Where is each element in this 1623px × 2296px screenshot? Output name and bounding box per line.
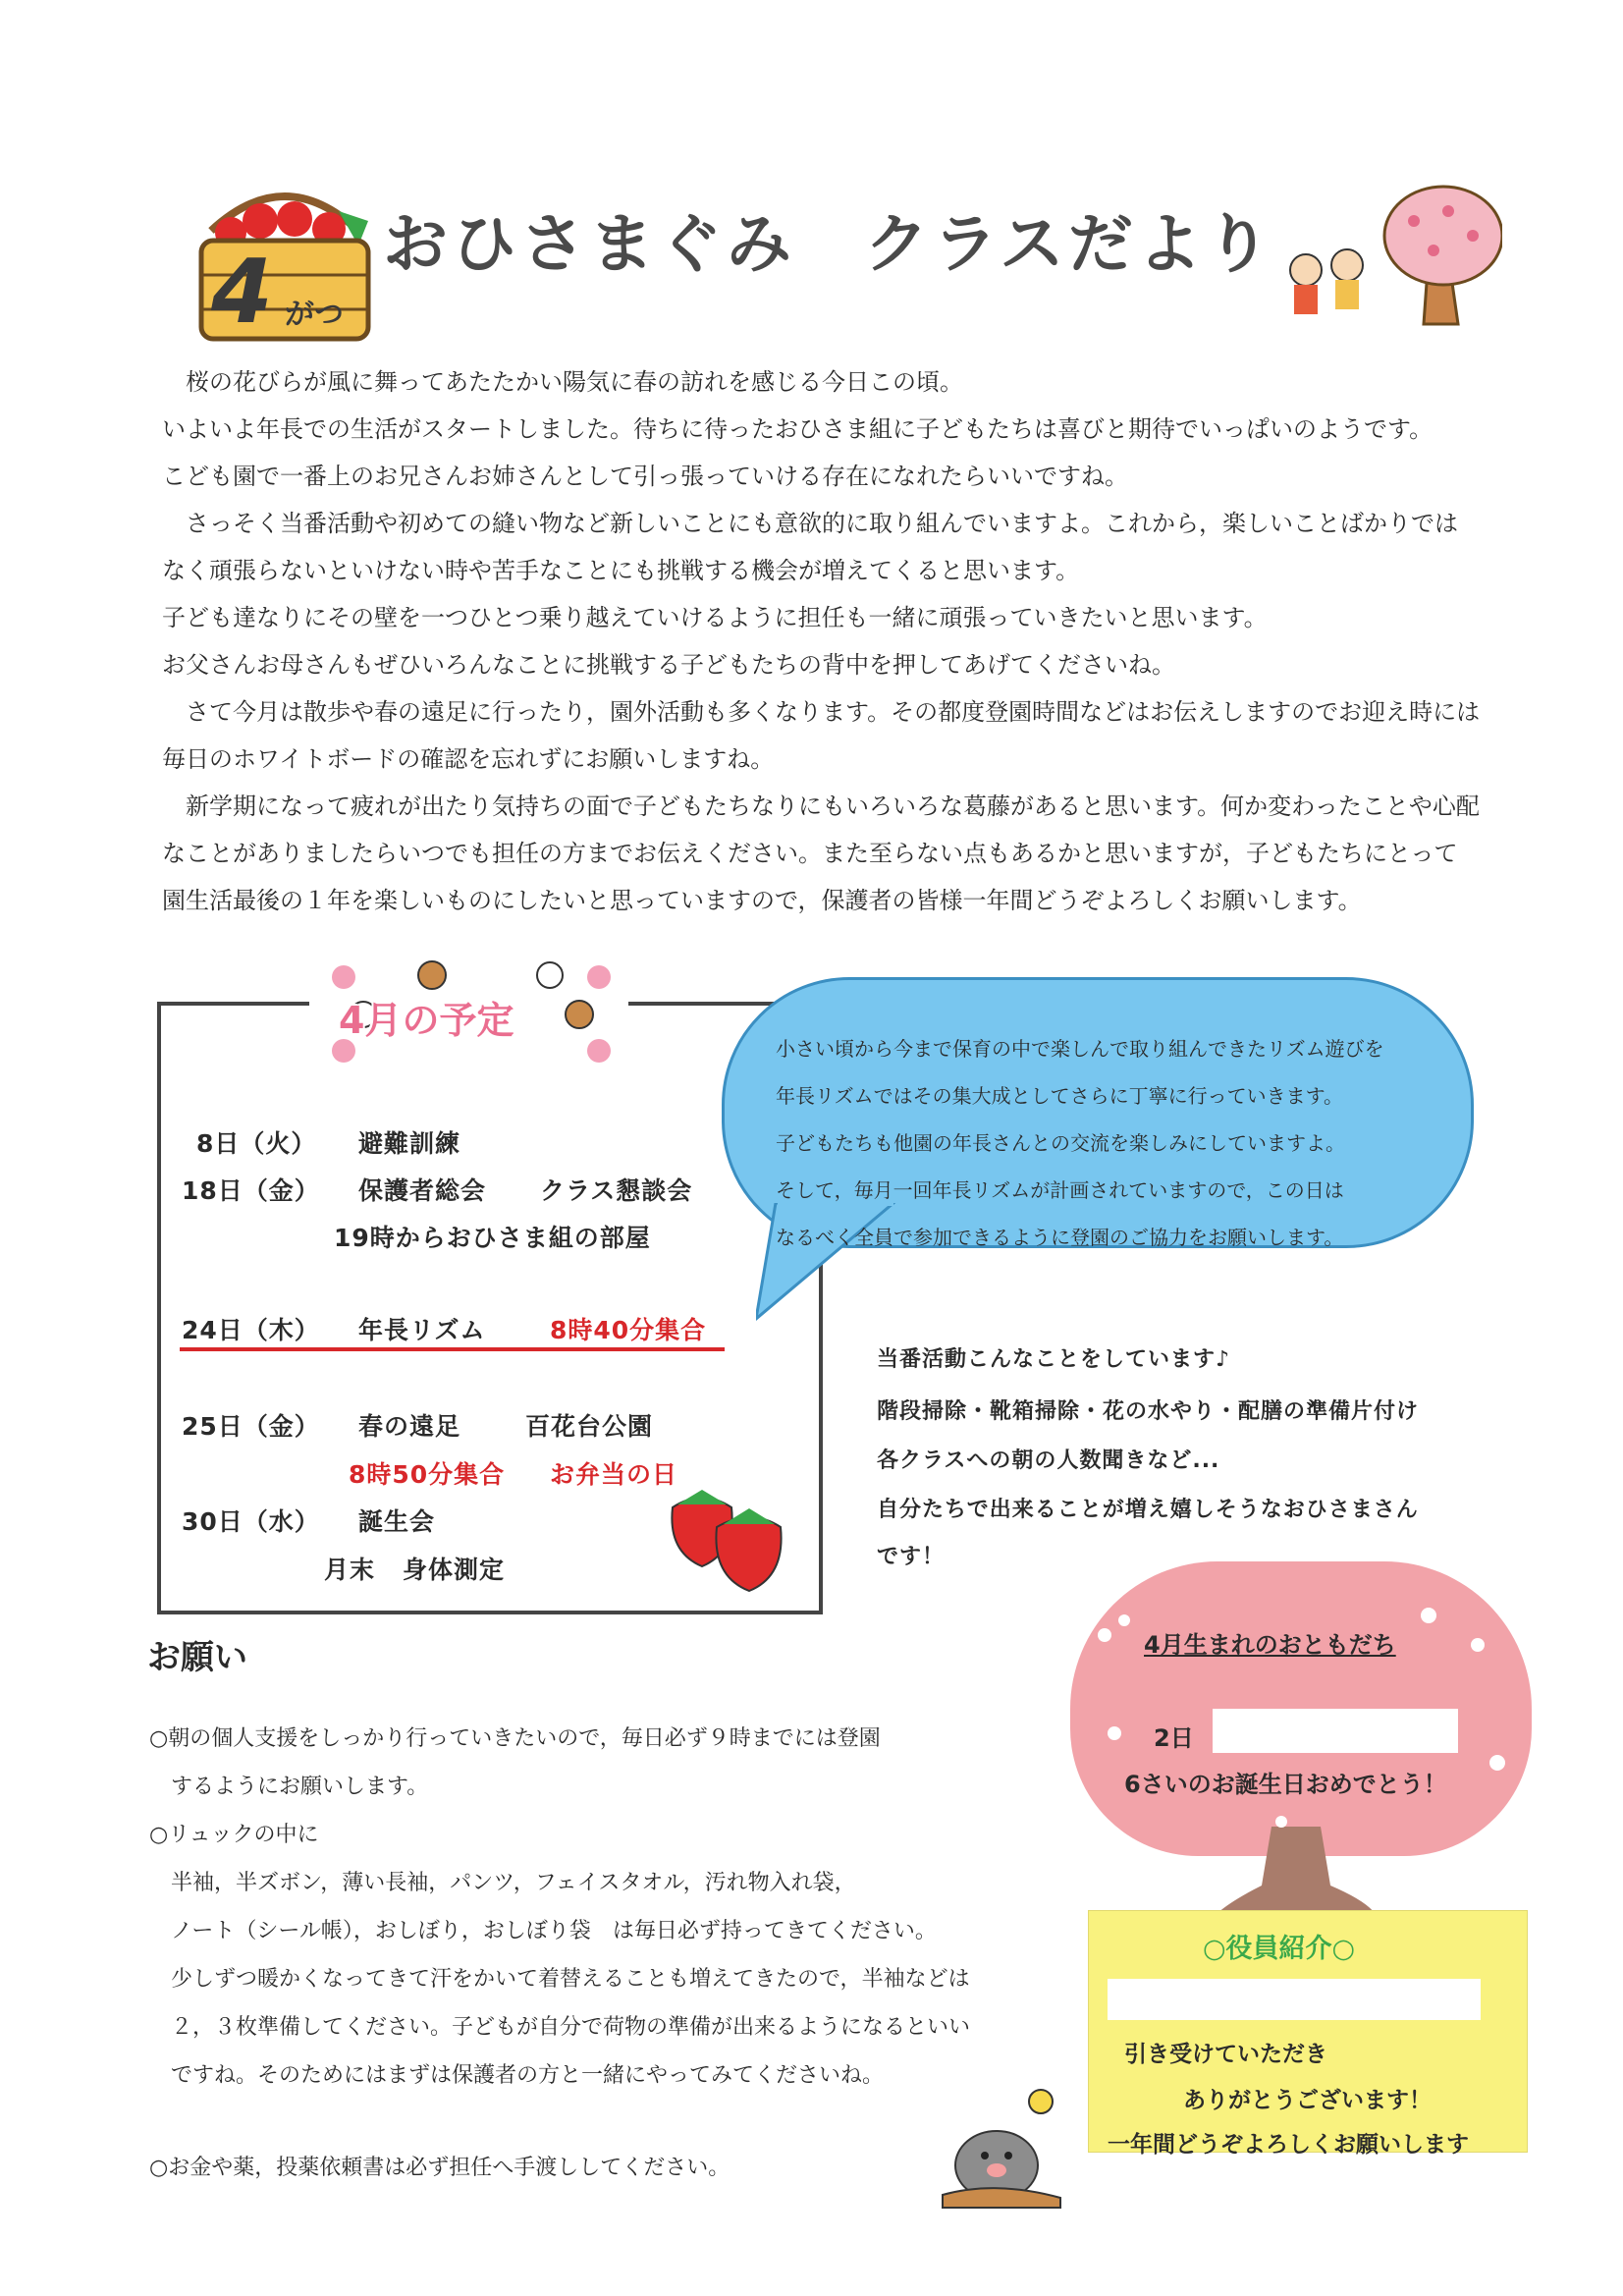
schedule-box-border <box>157 1002 309 1006</box>
month-suffix: がつ <box>285 298 344 332</box>
schedule-event: 春の遠足 <box>358 1412 461 1441</box>
bubble-text: 小さい頃から今まで保育の中で楽しんで取り組んできたリズム遊びを <box>776 1037 1384 1061</box>
schedule-event: 月末 <box>324 1556 376 1584</box>
schedule-row <box>324 1551 505 1586</box>
schedule-row-highlight <box>182 1311 706 1346</box>
redacted-name <box>1213 1709 1458 1753</box>
birthday-heading: 4月生まれのおともだち <box>1144 1631 1396 1659</box>
schedule-title: 4月の予定 <box>339 999 514 1042</box>
intro-line: お父さんお母さんもぜひいろんなことに挑戦する子どもたちの背中を押してあげてくださいね。 <box>162 651 1175 679</box>
intro-line: なく頑張らないといけない時や苦手なことにも挑戦する機会が増えてくると思います。 <box>162 557 1080 584</box>
intro-line: 毎日のホワイトボードの確認を忘れずにお願いしますね。 <box>162 745 775 773</box>
schedule-event: 8時50分集合 <box>349 1460 506 1489</box>
strawberry-icon <box>663 1483 790 1596</box>
duty-line: 階段掃除・靴箱掃除・花の水やり・配膳の準備片付け <box>877 1399 1420 1424</box>
schedule-date: 30日（水） <box>182 1507 320 1536</box>
schedule-row <box>334 1219 651 1254</box>
request-line: 半袖，半ズボン，薄い長袖，パンツ，フェイスタオル，汚れ物入れ袋， <box>149 1871 856 1895</box>
cherry-tree-children-icon <box>1267 177 1502 334</box>
schedule-date: 8日（火） <box>196 1129 317 1158</box>
request-line: ２，３枚準備してください。子どもが自分で荷物の準備が出来るようになるといい <box>149 2015 971 2040</box>
request-line: ○リュックの中に <box>149 1823 319 1847</box>
month-number: 4 <box>211 241 273 344</box>
officer-line: 引き受けていただき <box>1124 2042 1327 2067</box>
intro-line: なことがありましたらいつでも担任の方までお伝えください。また至らない点もあるかと思いますが，子どもたちにとって <box>162 840 1458 867</box>
duty-line: 各クラスへの朝の人数聞きなど... <box>877 1449 1220 1473</box>
birthday-date: 2日 <box>1154 1724 1194 1752</box>
birthday-message: 6さいのお誕生日おめでとう！ <box>1124 1771 1447 1798</box>
duty-heading: 当番活動こんなことをしています♪ <box>877 1347 1231 1372</box>
schedule-extra: 身体測定 <box>403 1556 506 1584</box>
schedule-extra: クラス懇談会 <box>540 1176 693 1205</box>
page-title <box>383 191 1274 285</box>
intro-line: 新学期になって疲れが出たり気持ちの面で子どもたちなりにもいろいろな葛藤があると思います。何か変わったことや心配 <box>162 793 1480 820</box>
redacted-names <box>1108 1979 1481 2020</box>
schedule-extra: お弁当の日 <box>550 1460 678 1489</box>
schedule-event: 年長リズム <box>358 1316 486 1344</box>
request-line: ですね。そのためにはまずは保護者の方と一緒にやってみてくださいね。 <box>149 2063 885 2088</box>
request-line: 少しずつ暖かくなってきて汗をかいて着替えることも増えてきたので，半袖などは <box>149 1967 970 1992</box>
request-heading: お願い <box>147 1638 247 1677</box>
bubble-text: 子どもたちも他園の年長さんとの交流を楽しみにしていますよ。 <box>776 1131 1345 1155</box>
schedule-row <box>349 1455 677 1491</box>
page-title-part2: クラスだより <box>864 206 1275 282</box>
schedule-row <box>182 1172 692 1207</box>
schedule-date: 25日（金） <box>182 1412 320 1441</box>
intro-line: 子ども達なりにその壁を一つひとつ乗り越えていけるように担任も一緒に頑張っていきたいと思います。 <box>162 604 1268 631</box>
bubble-text: そして，毎月一回年長リズムが計画されていますので，この日は <box>776 1178 1344 1202</box>
schedule-extra: 百花台公園 <box>525 1412 654 1441</box>
schedule-event: 誕生会 <box>358 1507 436 1536</box>
officer-line: 一年間どうぞよろしくお願いします <box>1108 2132 1469 2158</box>
intro-line: 園生活最後の１年を楽しいものにしたいと思っていますので，保護者の皆様一年間どうぞよろしくお願いします。 <box>162 887 1362 914</box>
duty-line: 自分たちで出来ることが増え嬉しそうなおひさまさん <box>877 1498 1419 1522</box>
duty-line: です！ <box>877 1545 946 1569</box>
request-line: ○お金や薬，投薬依頼書は必ず担任へ手渡ししてください。 <box>149 2156 730 2180</box>
schedule-row <box>182 1503 435 1538</box>
page-title-part1: おひさまぐみ <box>383 206 795 282</box>
schedule-event: 避難訓練 <box>358 1129 461 1158</box>
intro-line: さて今月は散歩や春の遠足に行ったり，園外活動も多くなります。その都度登園時間などはお伝えしますのでお迎え時には <box>162 698 1481 726</box>
schedule-event: 保護者総会 <box>358 1176 487 1205</box>
schedule-extra: 8時40分集合 <box>550 1316 707 1344</box>
schedule-date: 18日（金） <box>182 1176 320 1205</box>
speech-bubble-tail <box>756 1203 903 1321</box>
intro-line: さっそく当番活動や初めての縫い物など新しいことにも意欲的に取り組んでいますよ。これから，楽しいことばかりでは <box>162 510 1458 537</box>
schedule-event: 19時からおひさま組の部屋 <box>334 1224 651 1252</box>
schedule-row <box>182 1407 653 1443</box>
intro-line: 桜の花びらが風に舞ってあたたかい陽気に春の訪れを感じる今日この頃。 <box>162 368 963 396</box>
tree-trunk-icon <box>1217 1827 1375 1915</box>
bubble-text: なるべく全員で参加できるように登園のご協力をお願いします。 <box>776 1226 1344 1249</box>
intro-line: こども園で一番上のお兄さんお姉さんとして引っ張っていける存在になれたらいいですね。 <box>162 463 1128 490</box>
officer-line: ありがとうございます！ <box>1183 2088 1432 2113</box>
request-line: ノート（シール帳），おしぼり，おしぼり袋 は毎日必ず持ってきてください。 <box>149 1919 937 1943</box>
request-line: ○朝の個人支援をしっかり行っていきたいので，毎日必ず９時までには登園 <box>149 1726 881 1751</box>
request-line: するようにお願いします。 <box>149 1775 429 1799</box>
intro-line: いよいよ年長での生活がスタートしました。待ちに待ったおひさま組に子どもたちは喜びと期待でいっぱいのようです。 <box>162 415 1434 443</box>
mole-icon <box>938 2082 1075 2210</box>
intro-text <box>162 358 1517 924</box>
bubble-text: 年長リズムではその集大成としてさらに丁寧に行っていきます。 <box>776 1084 1343 1108</box>
red-underline <box>180 1347 725 1351</box>
schedule-date: 24日（木） <box>182 1316 320 1344</box>
officer-heading: ○役員紹介○ <box>1203 1934 1356 1964</box>
schedule-row <box>196 1124 460 1160</box>
